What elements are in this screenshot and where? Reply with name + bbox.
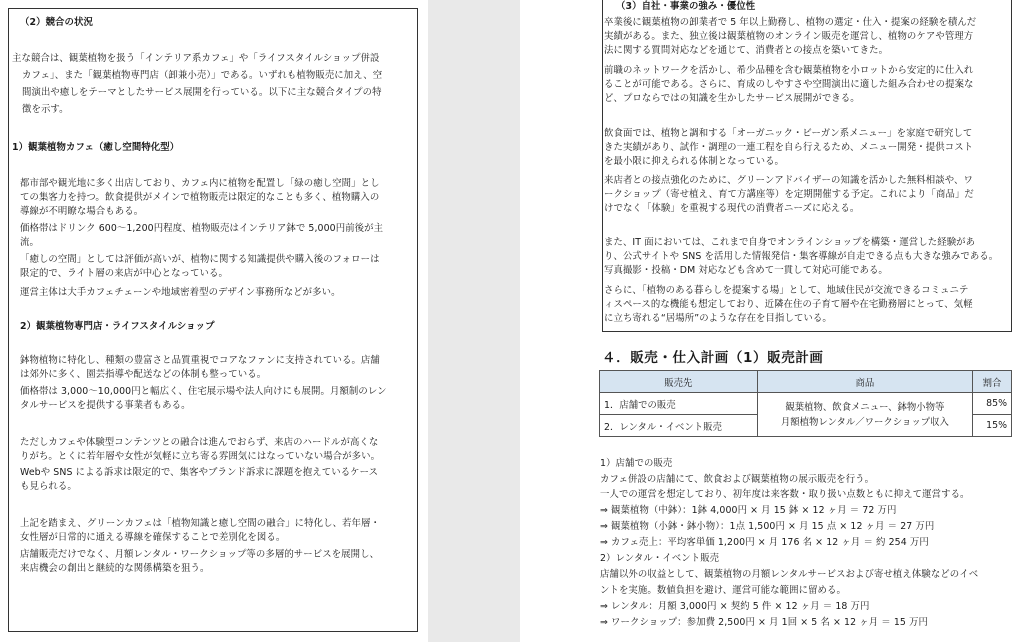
rental-sales-line: ⇒ ワークショップ：参加費 2,500円 × 月 1回 × 5 名 × 12 ヶ月 ＝ 15 万円 <box>600 617 928 628</box>
shop-line: 鉢物植物に特化し、種類の豊富さと品質重視でコアなファンに支持されている。店舗 <box>20 355 380 366</box>
strengths-heading: （3）自社・事業の強み・優位性 <box>616 1 756 12</box>
store-sales-title: 1）店舗での販売 <box>600 458 673 469</box>
strength-line: 前職のネットワークを活かし、希少品種を含む観葉植物を小ロットから安定的に仕入れ <box>604 65 974 76</box>
cafe-line: 流。 <box>20 237 39 248</box>
strength-line: ィスペース的な機能も想定しており、近隣在住の子育て層や在宅勤務層にとって、気軽 <box>604 299 973 310</box>
intro-line: 間演出や癒しをテーマとしたサービス展開を行っている。以下に主な競合タイプの特 <box>22 87 382 98</box>
sales-plan-title: ４．販売・仕入計画（1）販売計画 <box>602 350 824 366</box>
strength-line: 法に関する質問対応などを通じて、消費者との接点を築いてきた。 <box>604 45 889 56</box>
rental-sales-line: ントを実施。数値負担を避け、運営可能な範囲に留める。 <box>600 585 846 596</box>
ratio-cell: 85% <box>973 393 1012 415</box>
rental-sales-title: 2）レンタル・イベント販売 <box>600 553 720 564</box>
product-cell <box>757 393 973 437</box>
strength-line: 飲食面では、植物と調和する「オーガニック・ビーガン系メニュー」を家庭で研究して <box>604 128 973 139</box>
store-sales-line: カフェ併設の店舗にて、飲食および観葉植物の展示販売を行う。 <box>600 474 875 485</box>
shop-line: は郊外に多く、園芸指導や配送などの体制も整っている。 <box>20 369 267 380</box>
col-header-product: 商品 <box>757 371 973 393</box>
strength-line: さらに、「植物のある暮らしを提案する場」として、地域住民が交流できるコミュニテ <box>604 285 969 296</box>
subsection-title-shop: 2）観葉植物専門店・ライフスタイルショップ <box>20 321 215 332</box>
rental-sales-line: 店舗以外の収益として、観葉植物の月額レンタルサービスおよび寄せ植え体験などのイベ <box>600 569 979 580</box>
strength-line: けでなく「体験」を重視する現代の消費者ニーズに応える。 <box>604 203 860 214</box>
intro-line: カフェ」、また「観葉植物専門店（卸兼小売）」である。いずれも植物販売に加え、空 <box>22 70 383 81</box>
subsection-title-cafe: 1）観葉植物カフェ（癒し空間特化型） <box>12 142 180 153</box>
cafe-line: 運営主体は大手カフェチェーンや地域密着型のデザイン事務所などが多い。 <box>20 287 341 298</box>
cafe-line: 「癒しの空間」としては評価が高いが、植物に関する知識提供や購入後のフォローは <box>20 254 380 265</box>
destination-cell: 2．レンタル・イベント販売 <box>600 415 758 437</box>
cafe-line: 価格帯はドリンク 600〜1,200円程度、植物販売はインテリア鉢で 5,000円前後が主 <box>20 223 384 234</box>
strength-line: に立ち寄れる“居場所”のような存在を目指している。 <box>604 313 832 324</box>
shop-line: タルサービスを提供する事業者もある。 <box>20 400 191 411</box>
destination-cell: 1．店舗での販売 <box>600 393 758 415</box>
col-header-ratio: 割合 <box>973 371 1012 393</box>
strength-line: ークショップ（寄せ植え、育て方講座等）を定期開催する予定。これにより「商品」だ <box>604 189 974 200</box>
strength-line: り、公式サイトや SNS を活用した情報発信・集客導線が自走できる点も大きな強みである。 <box>604 251 999 262</box>
intro-line: 徴を示す。 <box>22 104 69 115</box>
strength-line: 来店者との接点強化のために、グリーンアドバイザーの知識を活かした無料相談や、ワ <box>604 175 973 186</box>
cafe-line: 限定的で、ライト層の来店が中心となっている。 <box>20 268 228 279</box>
conclusion-line: 上記を踏まえ、グリーンカフェは「植物知識と癒し空間の融合」に特化し、若年層・ <box>20 518 380 529</box>
store-sales-line: ⇒ 観葉植物（小鉢・鉢小物）：1点 1,500円 × 月 15 点 × 12 ヶ月 ＝ 27 万円 <box>600 521 935 532</box>
ratio-cell: 15% <box>973 415 1012 437</box>
strength-line: ど、プロならではの知識を生かしたサービス展開ができる。 <box>604 93 860 104</box>
strength-line: を最小限に抑えられる体制となっている。 <box>604 156 785 167</box>
shop-line: 価格帯は 3,000〜10,000円と幅広く、住宅展示場や法人向けにも展開。月額制のレン <box>20 386 387 397</box>
strength-line: ることが可能である。さらに、育成のしやすさや空間演出に適した組み合わせの提案な <box>604 79 974 90</box>
shop-line: りがち。とくに若年層や女性が気軽に立ち寄る雰囲気にはなっていない場合が多い。 <box>20 451 381 462</box>
conclusion-line: 来店機会の創出と継続的な関係構築を狙う。 <box>20 563 210 574</box>
strength-line: 写真撮影・投稿・DM 対応なども含めて一貫して対応可能である。 <box>604 265 888 276</box>
conclusion-line: 女性層が日常的に通える導線を確保することで差別化を図る。 <box>20 532 286 543</box>
document-page-left <box>0 0 428 642</box>
store-sales-line: ⇒ 観葉植物（中鉢）：1鉢 4,000円 × 月 15 鉢 × 12 ヶ月 ＝ 72 万円 <box>600 505 897 516</box>
strength-line: きた実績があり、試作・調理の一連工程を自ら行えるため、メニュー開発・提供コスト <box>604 142 974 153</box>
cafe-line: ての集客力を持つ。飲食提供がメインで植物販売は限定的なことも多く、植物購入の <box>20 192 380 203</box>
intro-line: 主な競合は、観葉植物を扱う「インテリア系カフェ」や「ライフスタイルショップ併設 <box>12 53 380 64</box>
competition-heading: （2）競合の状況 <box>20 17 93 28</box>
shop-line: も見られる。 <box>20 481 77 492</box>
strength-line: 卒業後に観葉植物の卸業者で 5 年以上勤務し、植物の選定・仕入・提案の経験を積んだ <box>604 17 977 28</box>
product-line: 観葉植物、飲食メニュー、鉢物小物等 <box>785 401 945 413</box>
table-row <box>600 393 1012 415</box>
sales-plan-table <box>599 370 1012 437</box>
cafe-line: 導線が不明瞭な場合もある。 <box>20 206 144 217</box>
shop-line: ただしカフェや体験型コンテンツとの融合は進んでおらず、来店のハードルが高くな <box>20 437 379 448</box>
rental-sales-line: ⇒ レンタル：月額 3,000円 × 契約 5 件 × 12 ヶ月 ＝ 18 万円 <box>600 601 870 612</box>
shop-line: Webや SNS による訴求は限定的で、集客やブランド訴求に課題を抱えているケース <box>20 467 379 478</box>
strength-line: 実績がある。また、独立後は観葉植物のオンライン販売を運営し、植物のケアや管理方 <box>604 31 974 42</box>
strength-line: また、IT 面においては、これまで自身でオンラインショップを構築・運営した経験があ <box>604 237 976 248</box>
document-page-right <box>520 0 1024 642</box>
cafe-line: 都市部や観光地に多く出店しており、カフェ内に植物を配置し「緑の癒し空間」とし <box>20 178 380 189</box>
store-sales-line: 一人での運営を想定しており、初年度は来客数・取り扱い点数ともに抑えて運営する。 <box>600 489 970 500</box>
col-header-destination: 販売先 <box>600 371 758 393</box>
conclusion-line: 店舗販売だけでなく、月額レンタル・ワークショップ等の多層的サービスを展開し、 <box>20 549 380 560</box>
product-line: 月額植物レンタル／ワークショップ収入 <box>780 416 949 428</box>
store-sales-line: ⇒ カフェ売上：平均客単価 1,200円 × 月 176 名 × 12 ヶ月 ＝ 約 254 万円 <box>600 537 929 548</box>
